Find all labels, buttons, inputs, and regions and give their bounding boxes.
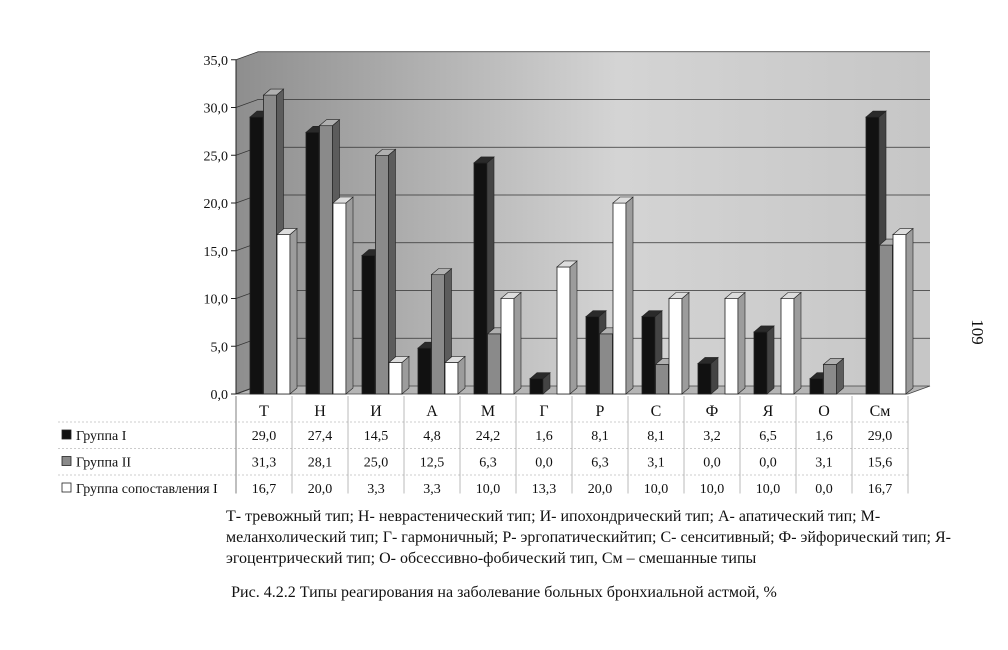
bar-front (389, 362, 402, 394)
bar-front (669, 299, 682, 395)
bar-front (277, 235, 290, 394)
bar-front (530, 379, 543, 394)
x-tick-label: Ф (705, 403, 719, 420)
bar-front (824, 364, 837, 394)
bar-side (389, 149, 396, 394)
bar-front (250, 117, 263, 394)
bar-front (432, 275, 445, 394)
bar (277, 229, 297, 394)
bar-front (600, 334, 613, 394)
bar (501, 293, 521, 395)
bar-front (376, 155, 389, 394)
x-tick-label: И (370, 403, 382, 420)
x-tick-label: О (818, 403, 830, 420)
x-tick-label: Я (762, 403, 774, 420)
data-label: 10,0 (643, 482, 669, 497)
x-tick-label: Н (314, 403, 326, 420)
x-tick-label: Т (259, 403, 269, 420)
legend-label: Группа I (76, 429, 127, 444)
data-label: 1,6 (535, 429, 553, 444)
legend-swatch (62, 483, 71, 492)
bar-front (754, 332, 767, 394)
bar (333, 197, 353, 394)
bar-front (445, 362, 458, 394)
bar (893, 229, 913, 394)
data-label: 10,0 (755, 482, 781, 497)
data-label: 16,7 (867, 482, 893, 497)
bar (613, 197, 633, 394)
y-tick-label: 20,0 (203, 197, 228, 212)
y-tick-label: 30,0 (203, 101, 228, 117)
data-label: 10,0 (475, 482, 501, 497)
data-label: 0,0 (535, 455, 553, 471)
x-tick-label: Р (595, 403, 605, 420)
bar-side (458, 356, 465, 394)
data-label: 20,0 (307, 482, 333, 497)
bar-front (642, 317, 655, 394)
bar-front (320, 126, 333, 394)
figure-caption: Рис. 4.2.2 Типы реагирования на заболевание больных бронхиальной астмой, % (231, 584, 777, 601)
data-label: 8,1 (647, 429, 665, 444)
bar (754, 326, 774, 394)
bar-front (725, 299, 738, 395)
x-tick-label: См (869, 403, 891, 420)
bar-side (570, 261, 577, 394)
data-label: 29,0 (251, 429, 277, 444)
page-number: 109 (967, 319, 987, 345)
bar-front (656, 364, 669, 394)
data-label: 0,0 (815, 482, 833, 497)
bar-side (346, 197, 353, 394)
data-label: 3,2 (703, 429, 721, 444)
data-label: 14,5 (363, 429, 389, 444)
bar-front (866, 117, 879, 394)
data-label: 20,0 (587, 482, 613, 497)
bar-front (880, 245, 893, 394)
legend-swatch (62, 457, 71, 466)
data-label: 25,0 (363, 455, 389, 471)
data-label: 29,0 (867, 429, 893, 444)
legend-swatch (62, 430, 71, 439)
y-axis (204, 54, 237, 403)
data-label: 10,0 (699, 482, 725, 497)
bar-front (333, 203, 346, 394)
bar-front (613, 203, 626, 394)
bar (389, 356, 409, 394)
bar-front (306, 132, 319, 394)
bar-front (586, 317, 599, 394)
bar-side (738, 293, 745, 395)
legend-label: Группа сопоставления I (76, 482, 218, 497)
bar-side (767, 326, 774, 394)
data-label: 24,2 (475, 429, 501, 444)
data-label: 1,6 (815, 429, 833, 444)
bar-front (557, 267, 570, 394)
bar-front (474, 163, 487, 394)
bar-side (514, 293, 521, 395)
bar (781, 293, 801, 395)
bar-front (418, 348, 431, 394)
y-tick-label: 35,0 (203, 53, 228, 69)
data-label: 3,1 (815, 455, 833, 471)
data-label: 13,3 (531, 482, 557, 497)
data-table (58, 396, 908, 497)
bar-front (810, 379, 823, 394)
bar-front (264, 95, 277, 394)
data-label: 12,5 (419, 455, 445, 471)
data-label: 3,3 (367, 482, 385, 497)
x-tick-label: А (426, 403, 438, 420)
y-tick-label: 25,0 (203, 149, 228, 165)
data-label: 0,0 (703, 455, 721, 471)
data-label: 3,3 (423, 482, 441, 497)
y-tick-label: 5,0 (210, 340, 228, 356)
y-tick-label: 10,0 (203, 292, 228, 308)
bar (530, 373, 550, 394)
data-label: 3,1 (647, 455, 665, 471)
data-label: 6,5 (759, 429, 777, 444)
data-label: 6,3 (591, 455, 609, 471)
x-tick-label: С (650, 403, 662, 420)
data-label: 16,7 (251, 482, 277, 497)
data-label: 4,8 (423, 429, 441, 444)
bar-side (626, 197, 633, 394)
bar (445, 356, 465, 394)
bar-front (501, 299, 514, 395)
data-label: 28,1 (307, 455, 333, 471)
bar-side (402, 356, 409, 394)
x-tick-label: Г (539, 403, 549, 420)
data-label: 8,1 (591, 429, 609, 444)
bar (725, 293, 745, 395)
bar (698, 357, 718, 394)
data-label: 15,6 (867, 455, 893, 471)
bar (824, 358, 844, 394)
bar-front (698, 363, 711, 394)
data-label: 27,4 (307, 429, 333, 444)
data-label: 31,3 (251, 455, 277, 471)
bar-side (682, 293, 689, 395)
bar-side (290, 229, 297, 394)
bar (669, 293, 689, 395)
bar-front (893, 235, 906, 394)
bar-side (906, 229, 913, 394)
bar-front (362, 256, 375, 394)
data-label: 6,3 (479, 455, 497, 471)
bar (376, 149, 396, 394)
bar-front (488, 334, 501, 394)
x-tick-label: М (480, 403, 496, 420)
data-label: 0,0 (759, 455, 777, 471)
bar (557, 261, 577, 394)
bar-side (794, 293, 801, 395)
y-tick-label: 15,0 (203, 244, 228, 260)
y-tick-label: 0,0 (210, 388, 228, 403)
abbreviation-legend: Т- тревожный тип; Н- неврастенический тип; И- ипохондрический тип; А- апатический тип; М- меланхолический тип; Г- гармоничный; Р- эргопатическийтип; С- сенситивный; Ф- эйфорический тип; Я- эгоцентрический тип; О- обсессивно-фобический тип, См – смешанные типы (226, 508, 951, 567)
legend-label: Группа II (76, 455, 132, 471)
bar-front (781, 299, 794, 395)
